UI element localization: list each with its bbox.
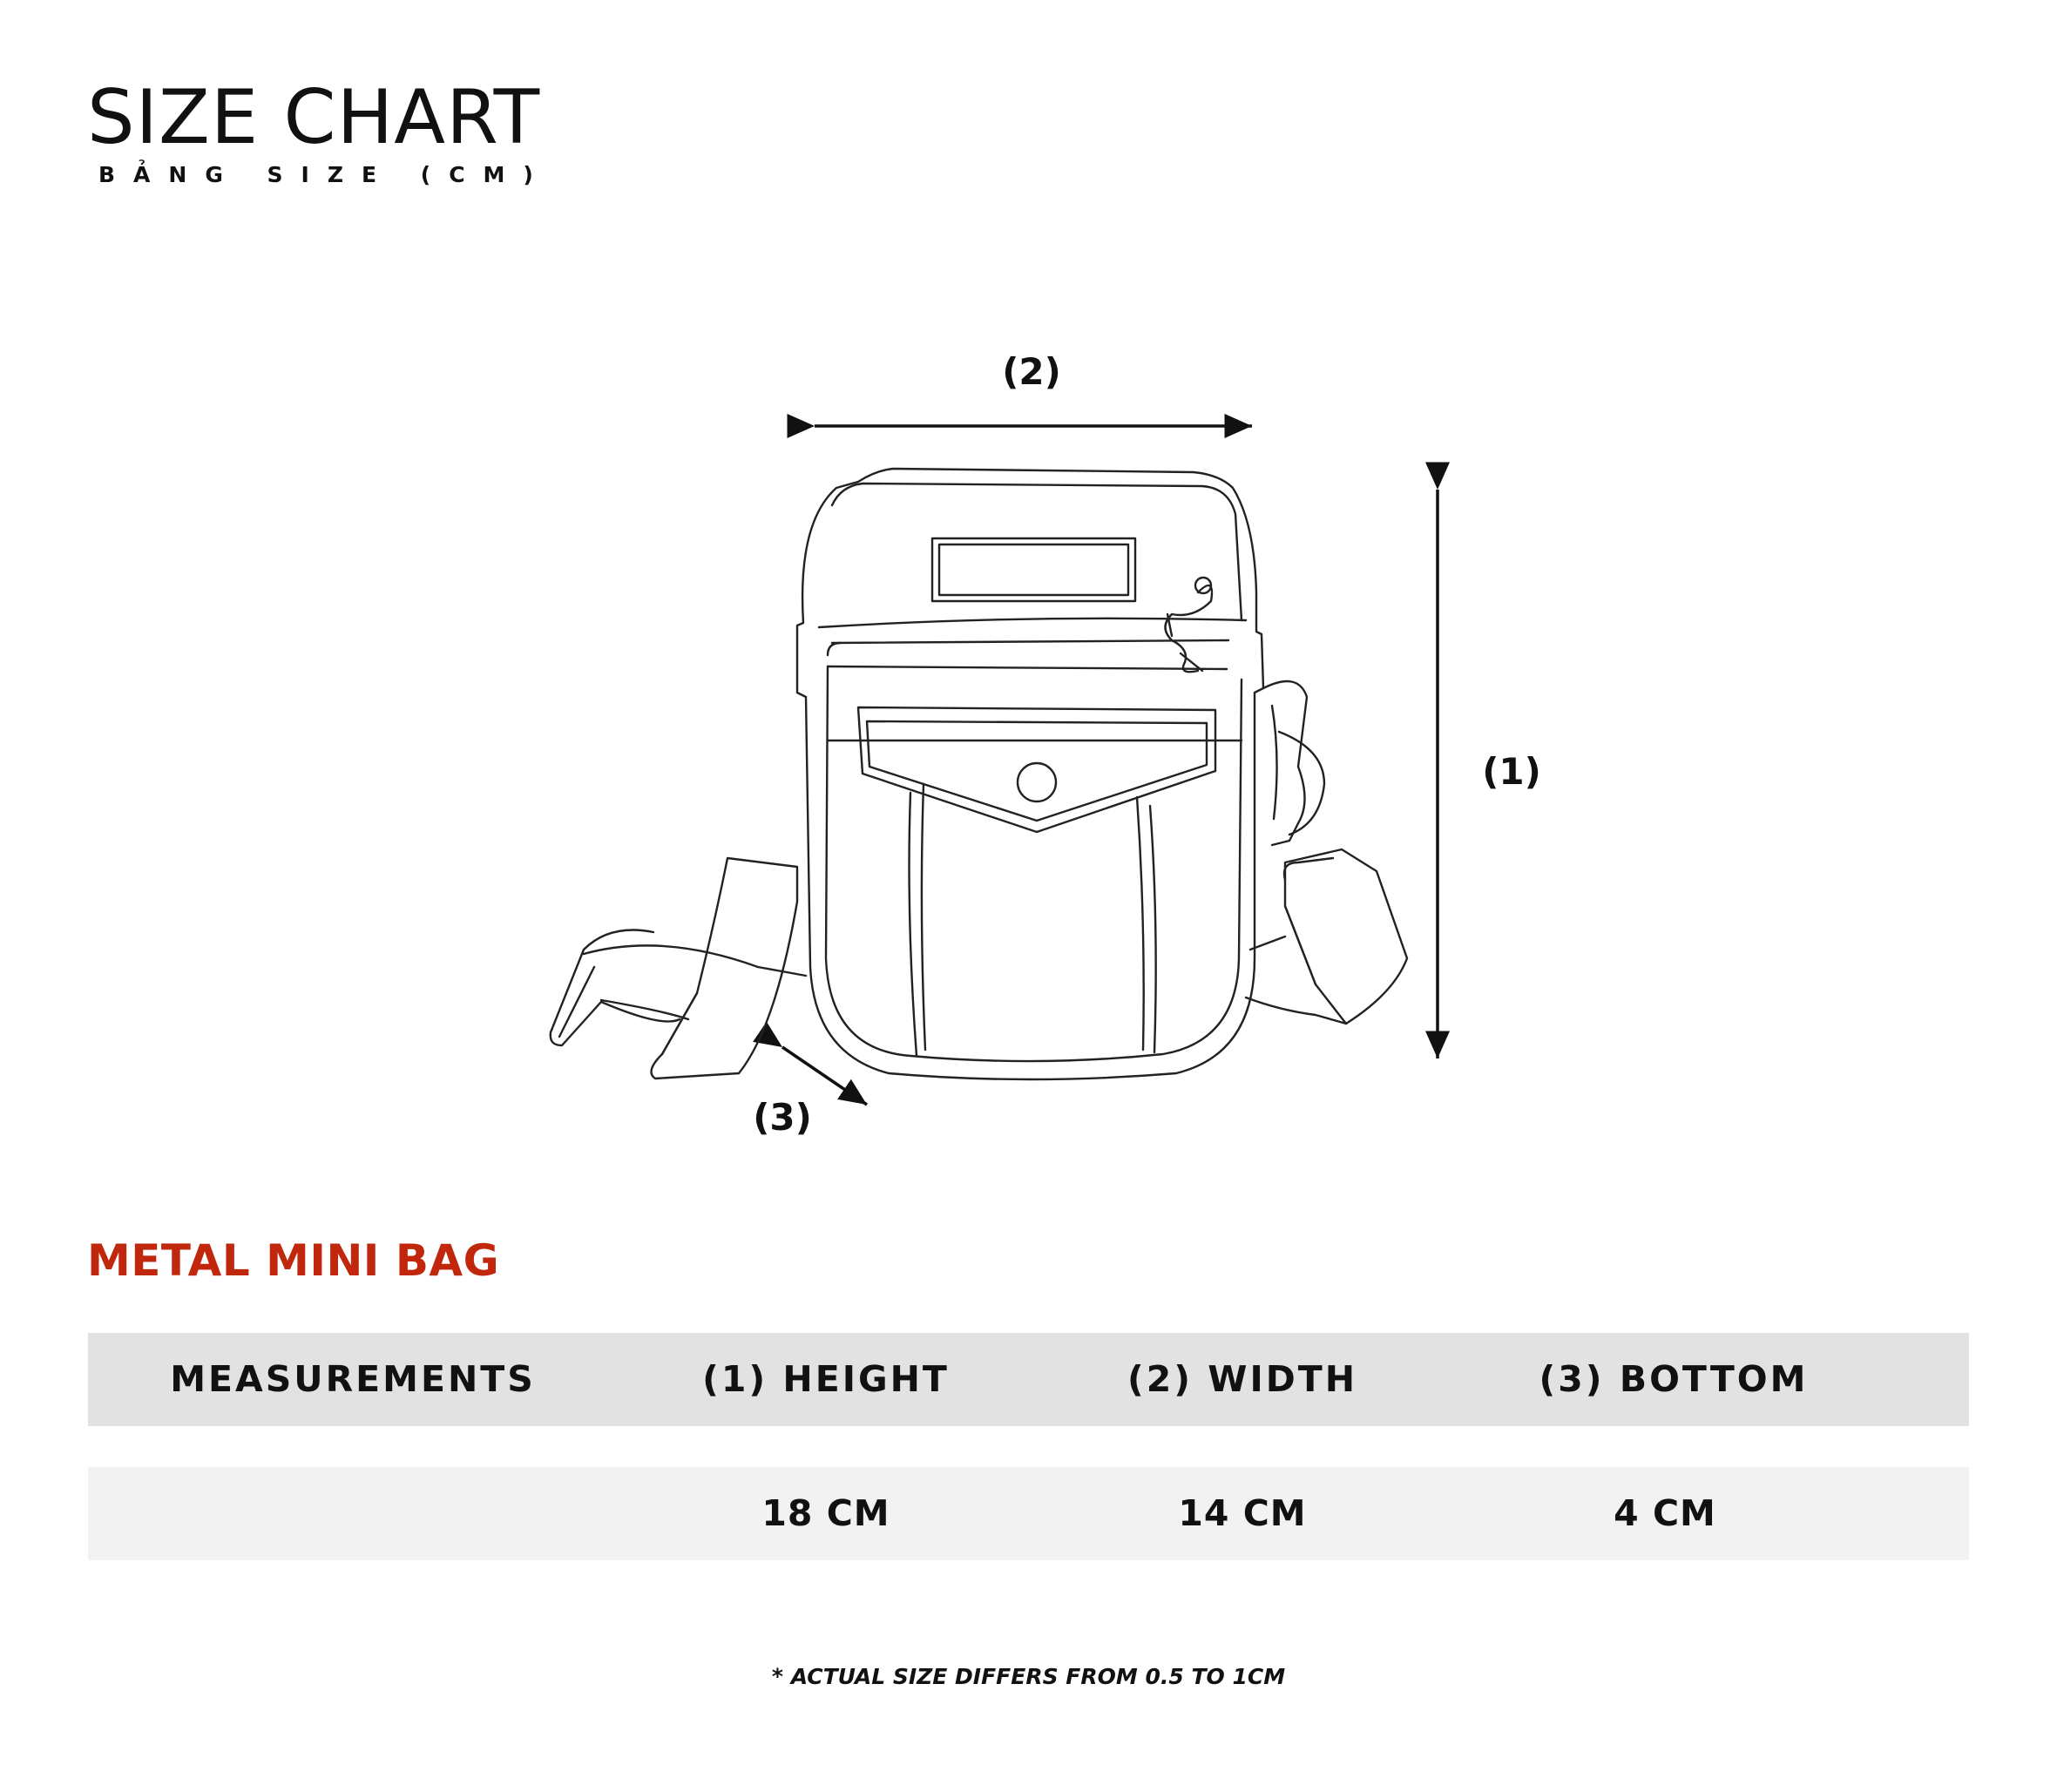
value-height: 18 CM: [761, 1492, 890, 1534]
page-title: SIZE CHART: [87, 74, 541, 161]
value-bottom: 4 CM: [1614, 1492, 1716, 1534]
header-height: (1) HEIGHT: [702, 1358, 950, 1400]
bag-illustration: [551, 469, 1407, 1079]
width-label: (2): [1002, 350, 1061, 393]
product-name: METAL MINI BAG: [87, 1235, 500, 1286]
header-width: (2) WIDTH: [1127, 1358, 1358, 1400]
header-measurements: MEASUREMENTS: [170, 1358, 536, 1400]
bottom-label: (3): [753, 1096, 812, 1139]
height-label: (1): [1482, 750, 1541, 793]
footnote: * ACTUAL SIZE DIFFERS FROM 0.5 TO 1CM: [771, 1664, 1286, 1689]
header-bottom: (3) BOTTOM: [1539, 1358, 1809, 1400]
table-header-row: [88, 1333, 1969, 1426]
page-subtitle: BẢNG SIZE (CM): [98, 162, 551, 187]
value-width: 14 CM: [1178, 1492, 1307, 1534]
table-value-row: [88, 1467, 1969, 1560]
